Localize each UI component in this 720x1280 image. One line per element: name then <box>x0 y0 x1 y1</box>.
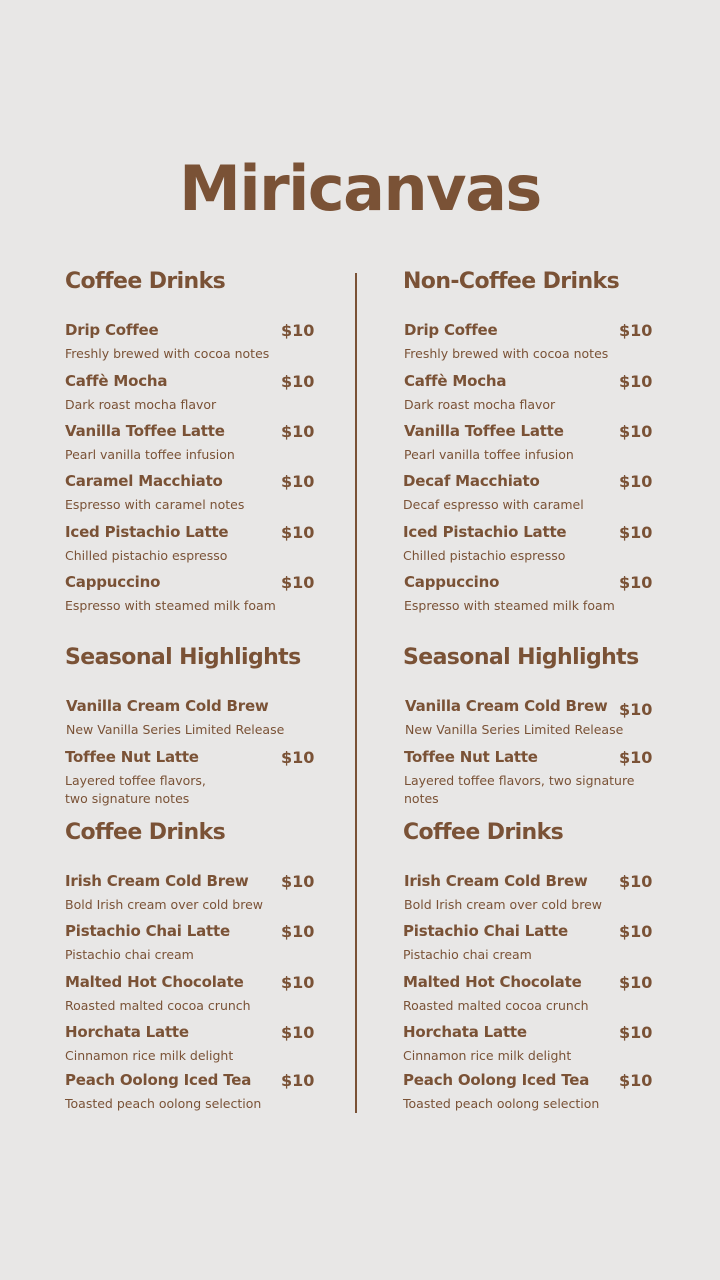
item-name: Drip Coffee <box>65 321 159 339</box>
item-description: Cinnamon rice milk delight <box>65 1048 234 1063</box>
item-description: Espresso with steamed milk foam <box>65 598 276 613</box>
item-price: $10 <box>619 748 653 767</box>
item-price: $10 <box>619 422 653 441</box>
column-divider <box>355 273 357 1113</box>
item-description: Bold Irish cream over cold brew <box>65 897 264 912</box>
item-description: Freshly brewed with cocoa notes <box>65 346 270 361</box>
item-price: $10 <box>619 1071 653 1090</box>
item-name: Cappuccino <box>404 573 500 591</box>
right-seasonal-title: Seasonal Highlights <box>403 645 639 670</box>
item-price: $10 <box>281 321 315 340</box>
item-name: Malted Hot Chocolate <box>65 973 244 991</box>
item-name: Irish Cream Cold Brew <box>65 872 249 890</box>
item-description: Cinnamon rice milk delight <box>403 1048 572 1063</box>
left-coffee-drinks-2-title: Coffee Drinks <box>65 820 226 845</box>
item-name: Decaf Macchiato <box>403 472 540 490</box>
item-description: New Vanilla Series Limited Release <box>405 722 624 737</box>
item-description: Roasted malted cocoa crunch <box>65 998 251 1013</box>
item-price: $10 <box>281 872 315 891</box>
item-description: Pistachio chai cream <box>403 947 532 962</box>
item-description-line2: notes <box>404 791 439 806</box>
item-description: Freshly brewed with cocoa notes <box>404 346 609 361</box>
item-price: $10 <box>281 922 315 941</box>
item-name: Vanilla Toffee Latte <box>65 422 225 440</box>
item-price: $10 <box>619 700 653 719</box>
item-name: Peach Oolong Iced Tea <box>65 1071 252 1089</box>
item-price: $10 <box>619 321 653 340</box>
item-description: Toasted peach oolong selection <box>65 1096 262 1111</box>
item-name: Pistachio Chai Latte <box>65 922 230 940</box>
item-name: Horchata Latte <box>65 1023 189 1041</box>
right-coffee-drinks-2-title: Coffee Drinks <box>403 820 564 845</box>
item-price: $10 <box>281 472 315 491</box>
item-name: Drip Coffee <box>404 321 498 339</box>
item-price: $10 <box>619 372 653 391</box>
item-description: Layered toffee flavors, two signature <box>404 773 635 788</box>
item-price: $10 <box>281 523 315 542</box>
item-name: Vanilla Cream Cold Brew <box>405 697 608 715</box>
item-description: Pearl vanilla toffee infusion <box>65 447 235 462</box>
item-price: $10 <box>619 1023 653 1042</box>
item-name: Malted Hot Chocolate <box>403 973 582 991</box>
item-description: Dark roast mocha flavor <box>65 397 217 412</box>
left-seasonal-title: Seasonal Highlights <box>65 645 301 670</box>
item-description: Espresso with caramel notes <box>65 497 245 512</box>
item-price: $10 <box>281 1023 315 1042</box>
item-price: $10 <box>281 573 315 592</box>
item-name: Vanilla Cream Cold Brew <box>66 697 269 715</box>
item-price: $10 <box>619 573 653 592</box>
item-description: New Vanilla Series Limited Release <box>66 722 285 737</box>
right-non-coffee-drinks-title: Non-Coffee Drinks <box>403 269 620 294</box>
item-description: Toasted peach oolong selection <box>403 1096 600 1111</box>
item-price: $10 <box>281 973 315 992</box>
item-price: $10 <box>619 973 653 992</box>
item-name: Cappuccino <box>65 573 161 591</box>
item-description: Chilled pistachio espresso <box>403 548 566 563</box>
item-description-line2: two signature notes <box>65 791 190 806</box>
item-name: Horchata Latte <box>403 1023 527 1041</box>
item-name: Iced Pistachio Latte <box>403 523 567 541</box>
page-title: Miricanvas <box>179 152 541 225</box>
item-name: Peach Oolong Iced Tea <box>403 1071 590 1089</box>
item-name: Caramel Macchiato <box>65 472 223 490</box>
item-description: Pistachio chai cream <box>65 947 194 962</box>
item-name: Toffee Nut Latte <box>404 748 538 766</box>
item-description: Decaf espresso with caramel <box>403 497 584 512</box>
item-name: Iced Pistachio Latte <box>65 523 229 541</box>
item-description: Layered toffee flavors, <box>65 773 206 788</box>
item-price: $10 <box>281 1071 315 1090</box>
left-coffee-drinks-title: Coffee Drinks <box>65 269 226 294</box>
item-name: Pistachio Chai Latte <box>403 922 568 940</box>
item-name: Irish Cream Cold Brew <box>404 872 588 890</box>
item-description: Chilled pistachio espresso <box>65 548 228 563</box>
item-description: Espresso with steamed milk foam <box>404 598 615 613</box>
item-description: Pearl vanilla toffee infusion <box>404 447 574 462</box>
item-description: Dark roast mocha flavor <box>404 397 556 412</box>
item-name: Caffè Mocha <box>65 372 168 390</box>
item-description: Bold Irish cream over cold brew <box>404 897 603 912</box>
item-name: Vanilla Toffee Latte <box>404 422 564 440</box>
item-description: Roasted malted cocoa crunch <box>403 998 589 1013</box>
item-price: $10 <box>619 523 653 542</box>
item-name: Caffè Mocha <box>404 372 507 390</box>
item-price: $10 <box>619 472 653 491</box>
item-name: Toffee Nut Latte <box>65 748 199 766</box>
item-price: $10 <box>619 872 653 891</box>
item-price: $10 <box>281 748 315 767</box>
item-price: $10 <box>619 922 653 941</box>
item-price: $10 <box>281 422 315 441</box>
item-price: $10 <box>281 372 315 391</box>
